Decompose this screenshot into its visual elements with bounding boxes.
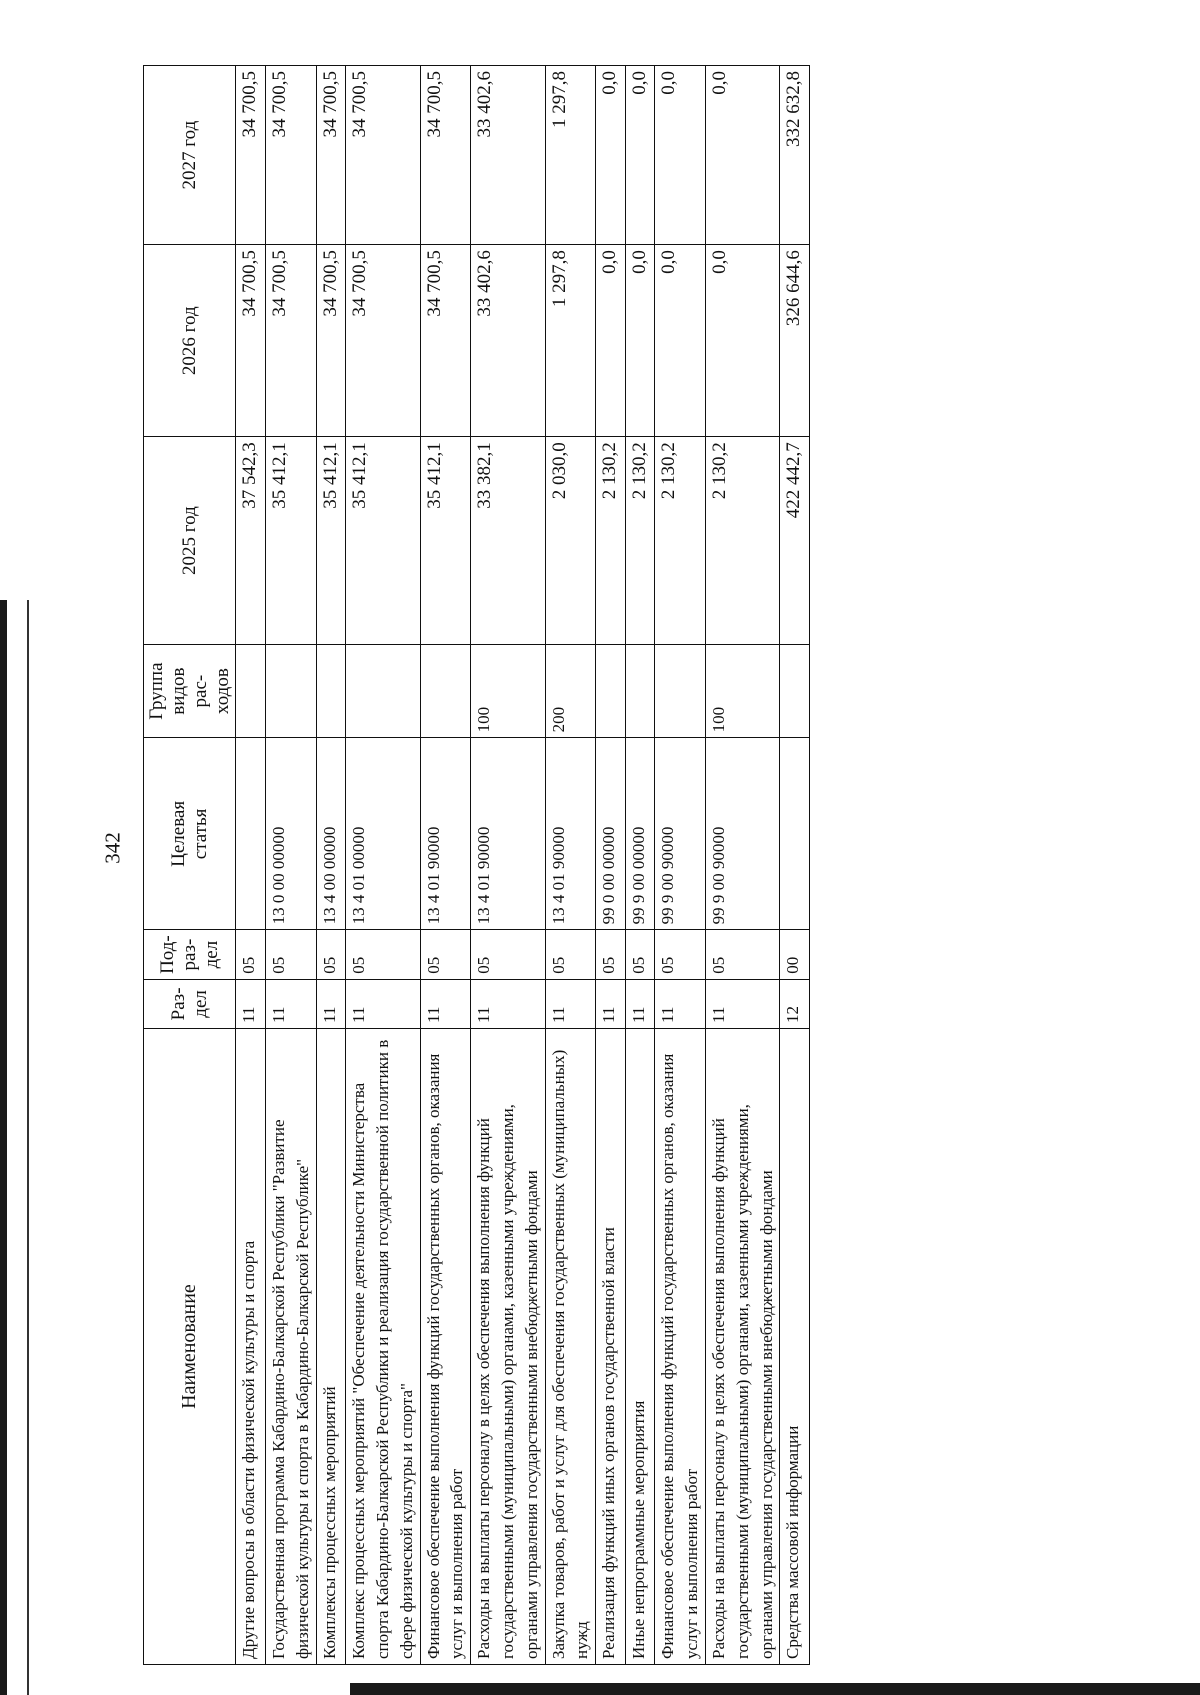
cell-tselevaya: 13 0 00 00000 (265, 738, 316, 930)
cell-podrazdel: 00 (780, 930, 810, 979)
cell-2026: 0,0 (625, 245, 655, 437)
cell-name: Расходы на выплаты персоналу в целях обеспечения выполнения функций государственными (муниципальными) органами, казенными учреждениями, органами управления государственными внебюджетными фондами (705, 1029, 779, 1665)
cell-tselevaya (780, 738, 810, 930)
cell-2027: 34 700,5 (236, 66, 266, 245)
cell-podrazdel: 05 (625, 930, 655, 979)
cell-podrazdel: 05 (596, 930, 626, 979)
cell-2025: 35 412,1 (420, 437, 471, 645)
header-2027: 2027 год (144, 66, 236, 245)
table-row (346, 66, 420, 1665)
cell-2025: 2 130,2 (655, 437, 706, 645)
table-row (780, 66, 810, 1665)
cell-name: Средства массовой информации (780, 1029, 810, 1665)
cell-gruppa (316, 644, 346, 737)
cell-gruppa: 100 (471, 644, 545, 737)
cell-razdel: 11 (545, 979, 596, 1028)
cell-gruppa (265, 644, 316, 737)
cell-tselevaya (236, 738, 266, 930)
cell-razdel: 12 (780, 979, 810, 1028)
cell-2026: 34 700,5 (316, 245, 346, 437)
cell-tselevaya: 99 9 00 90000 (655, 738, 706, 930)
table-row (236, 66, 266, 1665)
cell-gruppa (420, 644, 471, 737)
cell-name: Государственная программа Кабардино-Балкарской Республики "Развитие физической культуры и спорта в Кабардино-Балкарской Республике" (265, 1029, 316, 1665)
cell-gruppa (625, 644, 655, 737)
table-row (471, 66, 545, 1665)
cell-tselevaya: 13 4 01 90000 (471, 738, 545, 930)
cell-podrazdel: 05 (545, 930, 596, 979)
cell-2026: 0,0 (596, 245, 626, 437)
scan-bottom-bar (350, 1683, 1200, 1695)
cell-2025: 2 130,2 (625, 437, 655, 645)
cell-2027: 34 700,5 (420, 66, 471, 245)
cell-2026: 34 700,5 (236, 245, 266, 437)
cell-tselevaya: 13 4 01 90000 (420, 738, 471, 930)
cell-razdel: 11 (655, 979, 706, 1028)
cell-gruppa (655, 644, 706, 737)
cell-2025: 2 030,0 (545, 437, 596, 645)
cell-podrazdel: 05 (655, 930, 706, 979)
table-body (236, 66, 810, 1665)
cell-podrazdel: 05 (236, 930, 266, 979)
cell-name: Комплексы процессных мероприятий (316, 1029, 346, 1665)
header-2026: 2026 год (144, 245, 236, 437)
cell-2027: 34 700,5 (316, 66, 346, 245)
cell-2025: 2 130,2 (705, 437, 779, 645)
cell-razdel: 11 (705, 979, 779, 1028)
cell-2025: 35 412,1 (265, 437, 316, 645)
cell-name: Закупка товаров, работ и услуг для обеспечения государственных (муниципальных) нужд (545, 1029, 596, 1665)
cell-gruppa (780, 644, 810, 737)
cell-name: Финансовое обеспечение выполнения функций государственных органов, оказания услуг и выполнения работ (655, 1029, 706, 1665)
cell-2025: 35 412,1 (316, 437, 346, 645)
rotated-table-container (143, 65, 1135, 1665)
cell-name: Расходы на выплаты персоналу в целях обеспечения выполнения функций государственными (муниципальными) органами, казенными учреждениями, органами управления государственными внебюджетными фондами (471, 1029, 545, 1665)
cell-podrazdel: 05 (316, 930, 346, 979)
cell-podrazdel: 05 (346, 930, 420, 979)
cell-name: Иные непрограммные мероприятия (625, 1029, 655, 1665)
cell-podrazdel: 05 (471, 930, 545, 979)
cell-podrazdel: 05 (265, 930, 316, 979)
cell-podrazdel: 05 (705, 930, 779, 979)
table-row (705, 66, 779, 1665)
cell-name: Реализация функций иных органов государственной власти (596, 1029, 626, 1665)
cell-2027: 33 402,6 (471, 66, 545, 245)
cell-name: Другие вопросы в области физической культуры и спорта (236, 1029, 266, 1665)
cell-2027: 0,0 (625, 66, 655, 245)
header-tselevaya: Целевая статья (144, 738, 236, 930)
cell-gruppa (596, 644, 626, 737)
cell-razdel: 11 (236, 979, 266, 1028)
cell-tselevaya: 13 4 01 90000 (545, 738, 596, 930)
cell-2026: 33 402,6 (471, 245, 545, 437)
cell-2026: 326 644,6 (780, 245, 810, 437)
cell-name: Комплекс процессных мероприятий "Обеспечение деятельности Министерства спорта Кабардино-Балкарской Республики и реализация государственной политики в сфере физической культуры и спорта" (346, 1029, 420, 1665)
cell-tselevaya: 99 0 00 00000 (596, 738, 626, 930)
cell-gruppa: 100 (705, 644, 779, 737)
budget-table (143, 65, 810, 1665)
table-row (545, 66, 596, 1665)
cell-gruppa: 200 (545, 644, 596, 737)
cell-2025: 33 382,1 (471, 437, 545, 645)
table-row (625, 66, 655, 1665)
scan-edge-bar (0, 600, 7, 1695)
scan-edge-line (27, 600, 29, 1695)
cell-2026: 0,0 (705, 245, 779, 437)
cell-2027: 0,0 (655, 66, 706, 245)
cell-2027: 332 632,8 (780, 66, 810, 245)
cell-tselevaya: 99 9 00 90000 (705, 738, 779, 930)
cell-razdel: 11 (316, 979, 346, 1028)
table-row (420, 66, 471, 1665)
cell-podrazdel: 05 (420, 930, 471, 979)
cell-razdel: 11 (596, 979, 626, 1028)
cell-2025: 35 412,1 (346, 437, 420, 645)
cell-razdel: 11 (625, 979, 655, 1028)
cell-gruppa (346, 644, 420, 737)
cell-2027: 34 700,5 (346, 66, 420, 245)
cell-2025: 37 542,3 (236, 437, 266, 645)
cell-2025: 422 442,7 (780, 437, 810, 645)
cell-2027: 0,0 (705, 66, 779, 245)
table-row (655, 66, 706, 1665)
cell-razdel: 11 (265, 979, 316, 1028)
header-gruppa: Группа видов рас- ходов (144, 644, 236, 737)
header-razdel: Раз- дел (144, 979, 236, 1028)
cell-name: Финансовое обеспечение выполнения функций государственных органов, оказания услуг и выполнения работ (420, 1029, 471, 1665)
cell-razdel: 11 (471, 979, 545, 1028)
cell-2025: 2 130,2 (596, 437, 626, 645)
cell-2026: 34 700,5 (265, 245, 316, 437)
header-2025: 2025 год (144, 437, 236, 645)
header-name: Наименование (144, 1029, 236, 1665)
table-row (265, 66, 316, 1665)
table-row (596, 66, 626, 1665)
cell-tselevaya: 99 9 00 00000 (625, 738, 655, 930)
cell-2027: 1 297,8 (545, 66, 596, 245)
table-row (316, 66, 346, 1665)
cell-2026: 0,0 (655, 245, 706, 437)
cell-razdel: 11 (420, 979, 471, 1028)
cell-2027: 34 700,5 (265, 66, 316, 245)
cell-2027: 0,0 (596, 66, 626, 245)
cell-2026: 34 700,5 (346, 245, 420, 437)
cell-2026: 34 700,5 (420, 245, 471, 437)
cell-razdel: 11 (346, 979, 420, 1028)
cell-tselevaya: 13 4 00 00000 (316, 738, 346, 930)
table-header-row (144, 66, 236, 1665)
cell-tselevaya: 13 4 01 00000 (346, 738, 420, 930)
cell-gruppa (236, 644, 266, 737)
page-number: 342 (100, 832, 125, 864)
cell-2026: 1 297,8 (545, 245, 596, 437)
header-podrazdel: Под- раз- дел (144, 930, 236, 979)
